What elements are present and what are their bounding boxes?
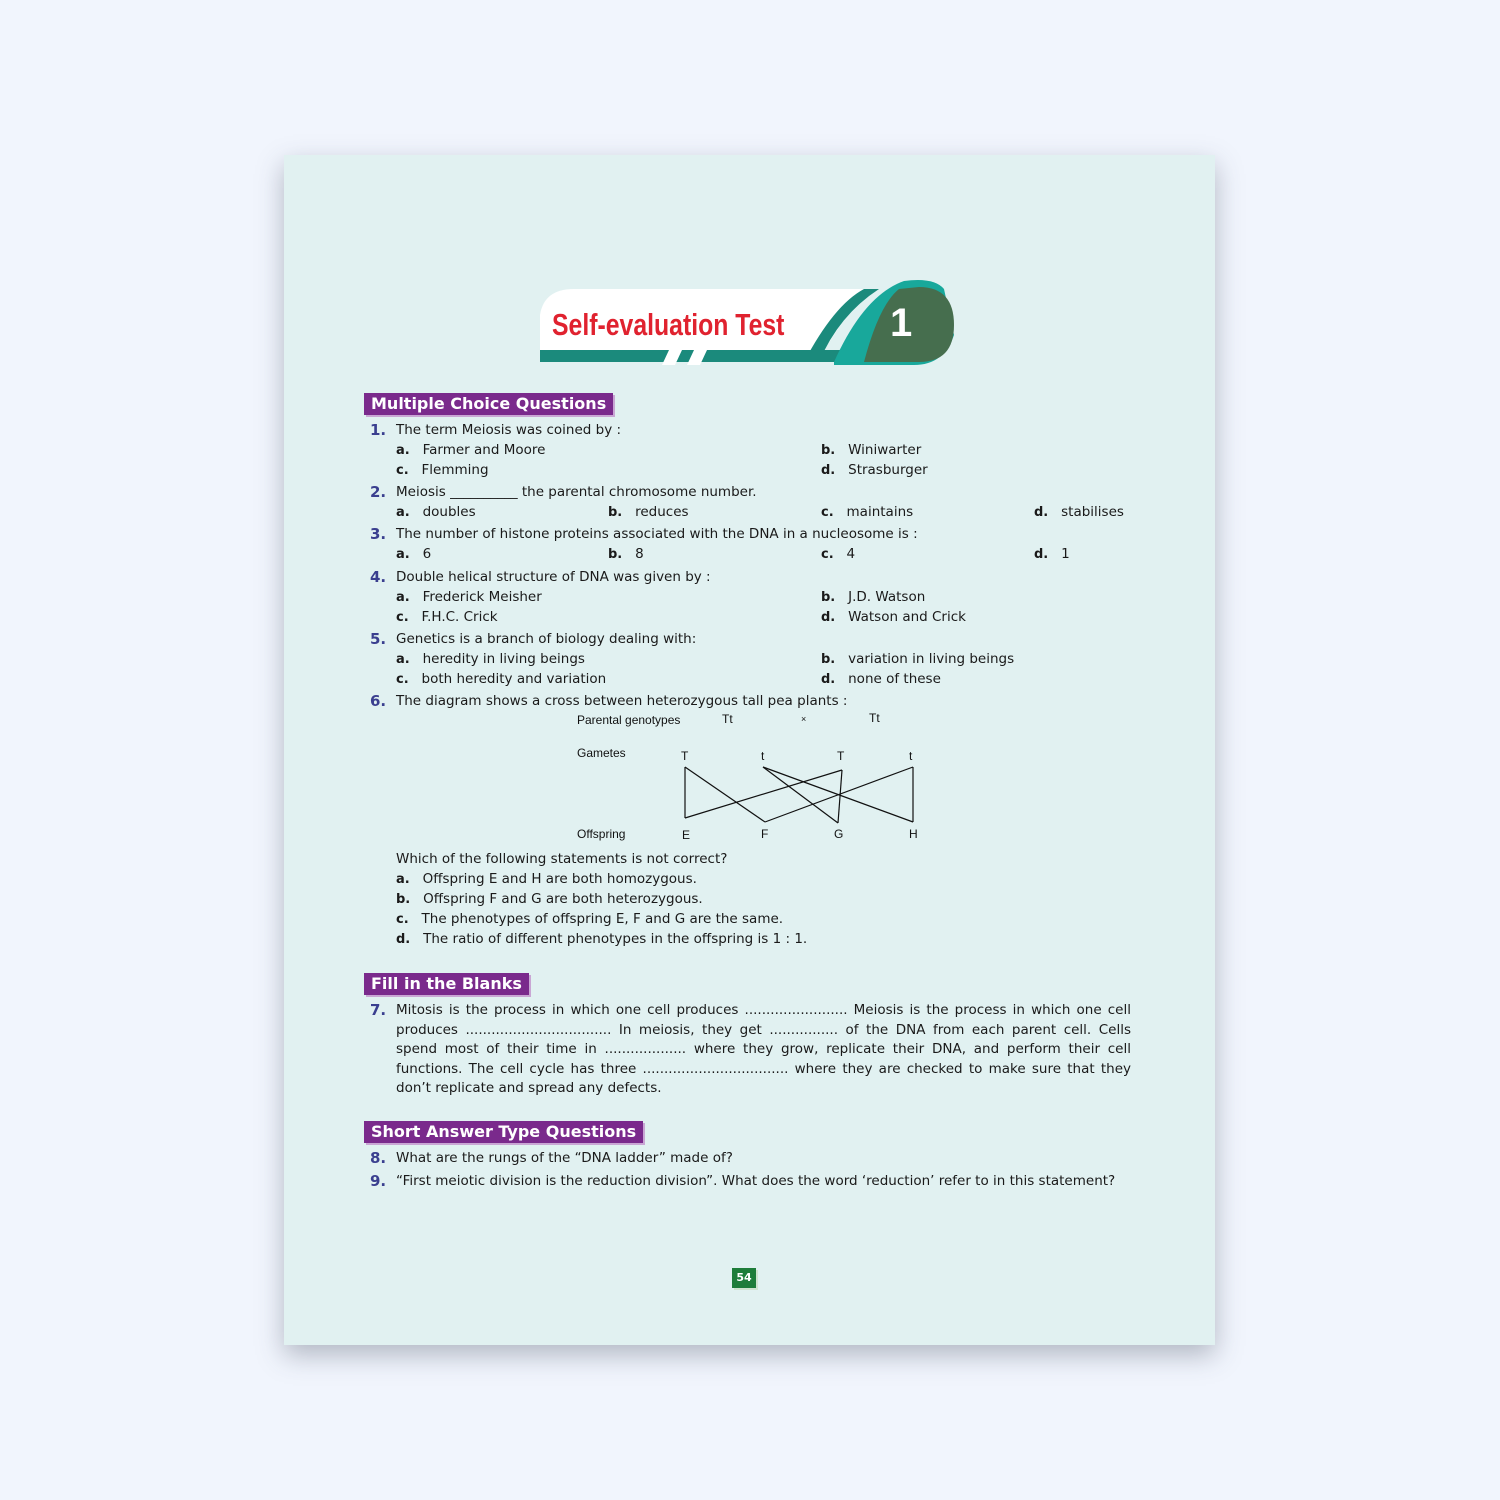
opt-text: doubles [422,504,476,520]
q-number: 1. [370,421,387,439]
parental-label: Parental genotypes [577,713,681,727]
opt-label: c. [396,463,409,478]
gamete: t [909,749,913,763]
section-fill-blanks: Fill in the Blanks [364,973,529,995]
opt-label: c. [821,547,834,562]
opt-text: The phenotypes of offspring E, F and G are the same. [421,911,784,927]
gamete: t [761,749,765,763]
q6-prompt: Which of the following statements is not correct? [396,851,728,867]
opt-text: 4 [846,546,856,562]
q-text: Meiosis __________ the parental chromosome number. [396,484,757,500]
opt-label: c. [396,912,409,927]
opt-label: a. [396,443,410,458]
offspring-label: Offspring [577,827,626,841]
cross-lines [284,155,1215,855]
q-text: The term Meiosis was coined by : [396,422,622,438]
opt-text: J.D. Watson [848,589,926,605]
opt-label: d. [1034,505,1049,520]
page-number: 54 [732,1268,756,1288]
q-number: 9. [370,1172,387,1190]
opt-label: b. [396,892,411,907]
opt-label: b. [608,547,623,562]
banner-number: 1 [890,301,913,345]
opt-text: 1 [1061,546,1070,562]
q-number: 2. [370,483,387,501]
gamete: T [681,749,689,763]
q-text: Mitosis is the process in which one cell produces ........................ Meiosis is the process in which one cell produces .................................. In meiosis, they get ................ of the DNA from each parent cell. Cells spend most of their time in ................... where they grow, replicate their DNA, and perform their cell functions. The cell cycle has three .................................. where they are checked to make sure that they don’t replicate and spread any defects. [396,1002,1131,1096]
parent-2: Tt [869,711,880,725]
q-number: 4. [370,568,387,586]
opt-label: a. [396,505,410,520]
opt-label: c. [396,610,409,625]
opt-label: d. [821,463,836,478]
opt-text: Flemming [421,462,489,478]
opt-label: b. [821,652,836,667]
opt-text: Offspring F and G are both heterozygous. [423,891,703,907]
opt-label: d. [396,932,411,947]
opt-label: c. [396,672,409,687]
opt-text: reduces [635,504,689,520]
opt-label: a. [396,872,410,887]
q-number: 7. [370,1001,387,1019]
offspring: G [834,827,844,841]
opt-label: d. [1034,547,1049,562]
cross-sign: × [801,714,807,724]
opt-text: Strasburger [848,462,928,478]
q-text: The number of histone proteins associated with the DNA in a nucleosome is : [396,526,918,542]
opt-text: none of these [848,671,941,687]
opt-text: variation in living beings [848,651,1015,667]
gamete: T [837,749,845,763]
opt-label: a. [396,590,410,605]
opt-label: d. [821,610,836,625]
section-mcq: Multiple Choice Questions [364,393,613,415]
opt-text: F.H.C. Crick [421,609,498,625]
opt-text: Winiwarter [848,442,922,458]
q-text: What are the rungs of the “DNA ladder” made of? [396,1150,733,1166]
opt-text: both heredity and variation [421,671,607,687]
q-number: 8. [370,1149,387,1167]
opt-label: a. [396,547,410,562]
opt-text: maintains [846,504,914,520]
section-short-answer: Short Answer Type Questions [364,1121,643,1143]
opt-text: Watson and Crick [848,609,966,625]
offspring: E [682,828,691,842]
opt-text: Farmer and Moore [422,442,546,458]
q-number: 3. [370,525,387,543]
opt-text: Frederick Meisher [422,589,542,605]
q-text: Genetics is a branch of biology dealing with: [396,631,697,647]
opt-label: c. [821,505,834,520]
offspring: F [761,827,769,841]
opt-text: 6 [422,546,432,562]
opt-text: stabilises [1061,504,1124,520]
q-text: Double helical structure of DNA was given by : [396,569,711,585]
opt-label: b. [821,443,836,458]
banner-title: Self-evaluation Test [552,307,785,342]
opt-text: 8 [635,546,644,562]
q-number: 5. [370,630,387,648]
opt-text: heredity in living beings [422,651,585,667]
opt-label: d. [821,672,836,687]
q-text: The diagram shows a cross between heterozygous tall pea plants : [396,693,848,709]
opt-text: Offspring E and H are both homozygous. [422,871,697,887]
opt-label: b. [608,505,623,520]
opt-label: a. [396,652,410,667]
offspring: H [909,827,918,841]
textbook-page [284,155,1215,1345]
parent-1: Tt [722,712,733,726]
q-number: 6. [370,692,387,710]
opt-label: b. [821,590,836,605]
q-text: “First meiotic division is the reduction division”. What does the word ‘reduction’ refer to in this statement? [396,1173,1116,1189]
opt-text: The ratio of different phenotypes in the offspring is 1 : 1. [423,931,808,947]
gametes-label: Gametes [577,746,626,760]
